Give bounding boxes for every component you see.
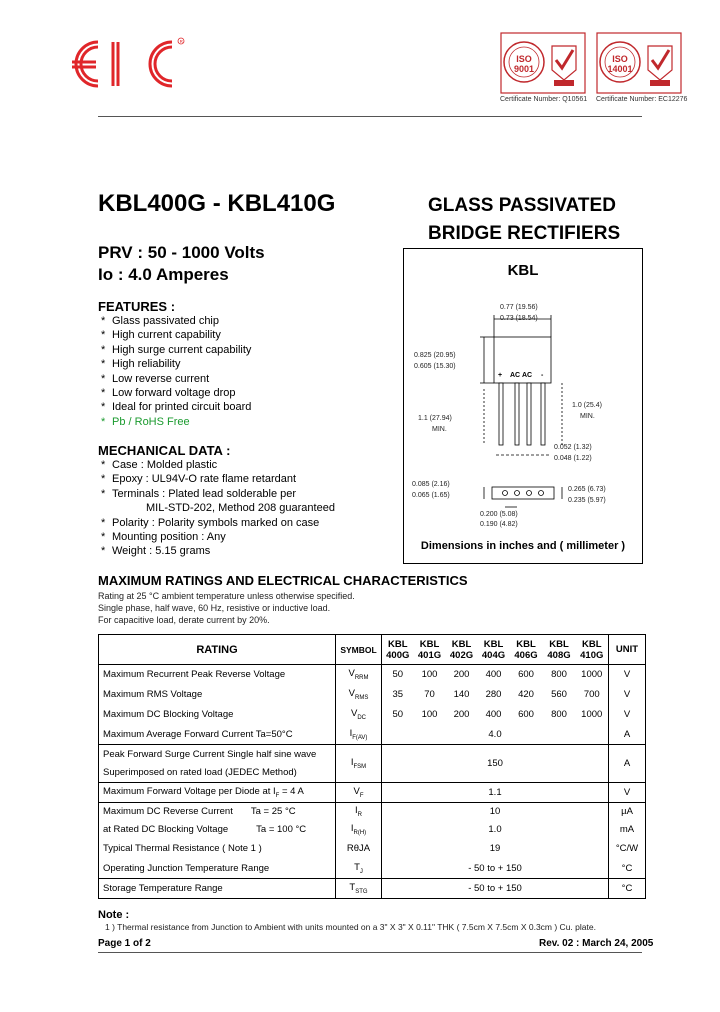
- list-item-rohs: * Pb / RoHS Free: [101, 415, 190, 428]
- cell-label: Operating Junction Temperature Range: [99, 859, 336, 879]
- header-divider: [98, 116, 642, 117]
- cert1-number: Certificate Number: Q10561: [500, 96, 588, 103]
- dim-pitch-max: 0.200 (5.08): [480, 511, 518, 518]
- condition-line: Single phase, half wave, 60 Hz, resistive or inductive load.: [98, 603, 331, 613]
- dim-lead-len-min: MIN.: [432, 426, 447, 433]
- note-text: 1 ) Thermal resistance from Junction to Ambient with units mounted on a 3" X 3" X 0.11" THK ( 7.5cm X 7.5cm X 0.3cm ) Cu. plate.: [105, 922, 596, 932]
- dim-lead-right: 1.0 (25.4): [572, 402, 602, 409]
- rating-conditions: [98, 590, 355, 626]
- cell-value: 280: [485, 689, 502, 700]
- table-row: [99, 879, 646, 899]
- col-part-406g: KBL 406G: [514, 638, 538, 661]
- table-row: [99, 783, 646, 803]
- dim-depth-max: 0.265 (6.73): [568, 486, 606, 493]
- list-item: * Low reverse current: [101, 372, 210, 385]
- list-item: * Weight : 5.15 grams: [101, 545, 211, 558]
- iso14001-badge: [596, 32, 682, 104]
- cell-unit: mA: [619, 824, 635, 835]
- cell-value: 600: [518, 709, 534, 720]
- list-item: * Epoxy : UL94V-O rate flame retardant: [101, 473, 297, 486]
- cert1-line2: 9001: [513, 64, 535, 74]
- cell-value: 560: [551, 689, 567, 700]
- table-row: [99, 685, 646, 705]
- list-item: * Terminals : Plated lead solderable per: [101, 487, 297, 500]
- cell-value: 35: [392, 689, 404, 700]
- cell-label: at Rated DC Blocking Voltage Ta = 100 °C: [99, 821, 336, 839]
- features-list: [98, 314, 388, 429]
- cell-value: 1.0: [382, 821, 609, 839]
- cell-symbol: $I_{FSM}$: [336, 745, 382, 783]
- page-number: Page 1 of 2: [98, 938, 151, 949]
- cell-value: 140: [453, 689, 470, 700]
- revision-date: Rev. 02 : March 24, 2005: [539, 938, 654, 949]
- table-row: [99, 821, 646, 839]
- col-part-402g: KBL 402G: [449, 638, 474, 661]
- dim-thick-max: 0.085 (2.16): [412, 481, 450, 488]
- dim-height-min: 0.605 (15.30): [414, 363, 456, 370]
- pin-ac1-label: AC: [510, 372, 521, 379]
- cell-value: 150: [382, 745, 609, 783]
- list-item: * Ideal for printed circuit board: [101, 401, 252, 414]
- col-unit: UNIT: [615, 644, 639, 655]
- cell-value: 100: [421, 669, 438, 681]
- cell-value: 50: [392, 709, 404, 720]
- table-row: [99, 803, 646, 821]
- table-row: [99, 665, 646, 685]
- table-row: [99, 839, 646, 859]
- dim-width-min: 0.73 (18.54): [500, 315, 538, 322]
- cell-unit: V: [623, 689, 631, 700]
- cell-value: 50: [392, 669, 404, 681]
- col-part-401g: KBL 401G: [417, 638, 442, 661]
- cell-value: - 50 to + 150: [382, 879, 609, 899]
- table-row: [99, 859, 646, 879]
- iso9001-badge: [500, 32, 586, 104]
- cell-label: Maximum Forward Voltage per Diode at $I_F = 4$ A: [99, 783, 336, 803]
- dim-width-max: 0.77 (19.56): [500, 304, 538, 311]
- cert2-number: Certificate Number: EC12276: [596, 96, 688, 103]
- company-logo: [58, 36, 188, 92]
- list-item: * Polarity : Polarity symbols marked on case: [101, 516, 320, 529]
- ratings-heading: MAXIMUM RATINGS AND ELECTRICAL CHARACTERISTICS: [98, 573, 468, 588]
- col-part-404g: KBL 404G: [481, 638, 506, 661]
- cell-label: Peak Forward Surge Current Single half sine wave Superimposed on rated load (JEDEC Method): [99, 745, 336, 783]
- part-range-title: KBL400G - KBL410G: [98, 190, 336, 217]
- col-part-408g: KBL 408G: [547, 638, 571, 661]
- cell-value: - 50 to + 150: [382, 859, 609, 879]
- cell-label: Maximum Average Forward Current Ta=50°C: [99, 725, 336, 745]
- cell-value: 800: [551, 709, 567, 720]
- cell-unit: V: [623, 709, 631, 720]
- cell-unit: V: [623, 787, 631, 798]
- cell-value: 1000: [576, 665, 609, 685]
- dim-lead-w-max: 0.052 (1.32): [554, 444, 592, 451]
- list-item: * High current capability: [101, 329, 221, 342]
- cell-value: 700: [576, 685, 609, 705]
- cell-symbol: $V_{DC}$: [336, 705, 382, 725]
- dim-depth-min: 0.235 (5.97): [568, 497, 606, 504]
- dim-lead-w-min: 0.048 (1.22): [554, 455, 592, 462]
- cell-value: 600: [518, 669, 534, 681]
- table-row: [99, 725, 646, 745]
- list-item-continued: MIL-STD-202, Method 208 guaranteed: [146, 502, 335, 515]
- condition-line: For capacitive load, derate current by 20%.: [98, 615, 270, 625]
- cell-value: 1.1: [382, 783, 609, 803]
- cell-value: 4.0: [382, 725, 609, 745]
- cell-label: Maximum Recurrent Peak Reverse Voltage: [99, 665, 336, 685]
- cell-value: 10: [382, 803, 609, 821]
- table-row: [99, 745, 646, 783]
- cell-unit: °C: [621, 862, 633, 874]
- cell-unit: A: [623, 728, 631, 740]
- cell-value: 400: [485, 669, 502, 681]
- cert2-line2: 14001: [607, 64, 633, 74]
- prv-spec: PRV : 50 - 1000 Volts: [98, 243, 265, 262]
- col-symbol: SYMBOL: [336, 635, 382, 665]
- cell-symbol: $V_F$: [336, 783, 382, 803]
- condition-line: Rating at 25 °C ambient temperature unless otherwise specified.: [98, 591, 355, 601]
- table-header-row: [99, 635, 646, 665]
- cell-unit: µA: [621, 806, 633, 818]
- list-item: * Mounting position : Any: [101, 531, 226, 544]
- dim-pitch-min: 0.190 (4.82): [480, 521, 518, 528]
- cell-symbol: $V_{RRM}$: [336, 665, 382, 685]
- mechanical-heading: MECHANICAL DATA :: [98, 443, 231, 458]
- cell-symbol: RθJA: [336, 839, 382, 859]
- cell-value: 200: [453, 669, 470, 681]
- cell-value: 400: [485, 709, 502, 720]
- device-description-line1: GLASS PASSIVATED: [428, 195, 616, 216]
- cell-value: 800: [551, 669, 567, 681]
- cell-symbol: $I_{R(H)}$: [336, 821, 382, 839]
- note-label: Note :: [98, 909, 130, 921]
- cell-unit: °C: [621, 883, 633, 894]
- cell-label: Maximum DC Blocking Voltage: [99, 705, 336, 725]
- device-description: [428, 192, 648, 248]
- cert1-line1: ISO: [516, 54, 532, 64]
- cell-unit: V: [623, 669, 631, 681]
- dim-lead-right-min: MIN.: [580, 413, 595, 420]
- cell-value: 70: [424, 689, 435, 700]
- package-drawing: [404, 249, 642, 563]
- package-diagram: [403, 248, 643, 564]
- list-item: * High surge current capability: [101, 343, 252, 356]
- col-part-410g: KBL 410G: [576, 635, 609, 665]
- mechanical-list: [98, 458, 398, 559]
- cell-unit: °C/W: [615, 843, 639, 854]
- cell-symbol: $I_R$: [336, 803, 382, 821]
- dim-lead-len: 1.1 (27.94): [418, 415, 452, 422]
- cell-symbol: $T_{STG}$: [336, 879, 382, 899]
- dim-thick-min: 0.065 (1.65): [412, 492, 450, 499]
- cell-symbol: $T_J$: [336, 859, 382, 879]
- pin-ac2-label: AC: [522, 372, 533, 379]
- package-name: KBL: [507, 262, 539, 279]
- cell-label: Maximum DC Reverse Current Ta = 25 °C: [99, 803, 336, 821]
- io-spec: Io : 4.0 Amperes: [98, 265, 229, 284]
- cell-unit: A: [623, 758, 631, 769]
- device-description-line2: BRIDGE RECTIFIERS: [428, 223, 621, 244]
- features-heading: FEATURES :: [98, 299, 176, 314]
- ratings-table: [98, 634, 646, 899]
- list-item: * High reliability: [101, 358, 181, 371]
- cell-label: Typical Thermal Resistance ( Note 1 ): [99, 839, 336, 859]
- cert2-line1: ISO: [612, 54, 628, 64]
- col-rating: RATING: [99, 635, 336, 665]
- cell-symbol: $I_{F(AV)}$: [336, 725, 382, 745]
- cell-value: 19: [382, 839, 609, 859]
- list-item: * Glass passivated chip: [101, 315, 219, 327]
- cell-symbol: $V_{RMS}$: [336, 685, 382, 705]
- list-item: * Low forward voltage drop: [101, 387, 236, 400]
- dim-height-max: 0.825 (20.95): [414, 352, 456, 359]
- col-part-400g: KBL 400G: [386, 638, 410, 661]
- cell-value: 200: [453, 709, 470, 720]
- cell-value: 1000: [576, 705, 609, 725]
- list-item: * Case : Molded plastic: [101, 459, 218, 471]
- table-row: [99, 705, 646, 725]
- footer-divider: [98, 952, 642, 953]
- cell-value: 100: [421, 709, 438, 720]
- pin-minus-label: -: [541, 372, 544, 379]
- pin-plus-label: +: [498, 372, 503, 379]
- svg-text:R: R: [179, 39, 183, 44]
- cell-value: 420: [518, 689, 534, 700]
- cell-label: Maximum RMS Voltage: [99, 685, 336, 705]
- diagram-caption: Dimensions in inches and ( millimeter ): [420, 540, 626, 552]
- cell-label: Storage Temperature Range: [99, 879, 336, 899]
